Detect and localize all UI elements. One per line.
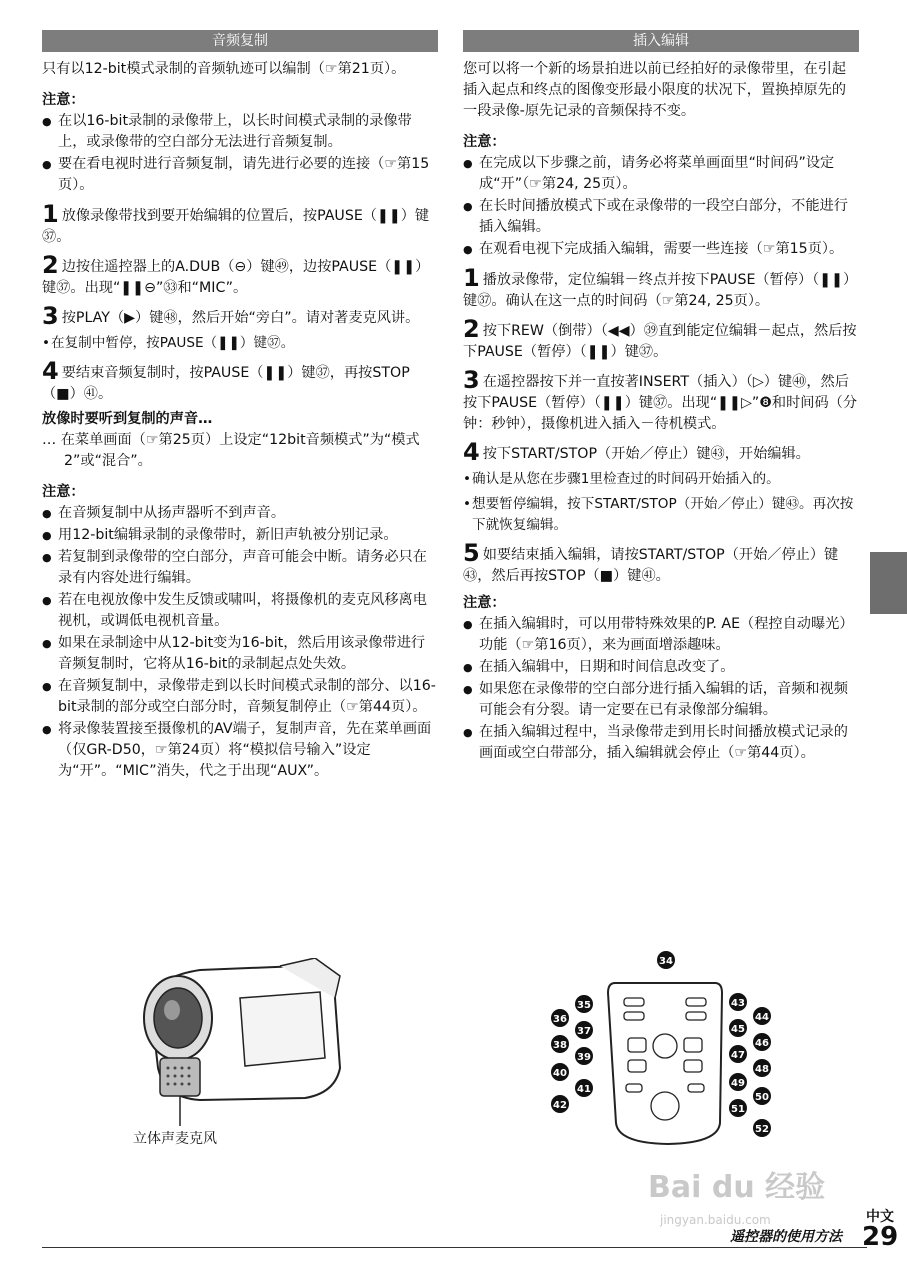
step-text: 如要结束插入编辑，请按START/STOP（开始／停止）键㊸，然后再按STOP（■）键㊶。 — [463, 547, 839, 584]
step-text: 按PLAY（▶）键㊽，然后开始“旁白”。请对著麦克风讲。 — [61, 310, 420, 326]
note-item: ● 在插入编辑过程中，当录像带走到用长时间播放模式记录的画面或空白带部分，插入编辑就会停止（☞第44页）。 — [463, 722, 859, 764]
callout-42-label: 42 — [553, 1100, 567, 1111]
callout-49-label: 49 — [731, 1078, 745, 1089]
step — [463, 264, 859, 312]
note-title: 注意： — [42, 484, 85, 500]
footer-divider — [42, 1247, 867, 1248]
step-number: 2 — [42, 251, 59, 279]
note-list — [42, 503, 438, 782]
footer-language: 中文 — [866, 1209, 894, 1225]
note-item: ● 将录像装置接至摄像机的AV端子，复制声音，先在菜单画面（仅GR-D50，☞第24页）将“模拟信号输入”设定为“开”。“MIC”消失，代之于出现“AUX”。 — [42, 719, 438, 782]
callout-40-label: 40 — [553, 1068, 567, 1079]
callout-36-label: 36 — [553, 1014, 567, 1025]
remote-control-illustration — [540, 948, 780, 1148]
page-number: 29 — [862, 1222, 899, 1252]
step — [463, 438, 859, 466]
step — [42, 302, 438, 330]
sub-text: … 在菜单画面（☞第25页）上设定“12bit音频模式”为“模式 2”或“混合”。 — [42, 432, 420, 469]
step-number: 1 — [42, 200, 59, 228]
note-item: ● 在以16-bit录制的录像带上，以长时间模式录制的录像带上，或录像带的空白部分无法进行音频复制。 — [42, 111, 438, 153]
note-item: ● 在长时间播放模式下或在录像带的一段空白部分，不能进行插入编辑。 — [463, 196, 859, 238]
right-column — [463, 30, 859, 772]
step-text: 边按住遥控器上的A.DUB（⊖）键㊾，边按PAUSE（❚❚）键㊲。出现“❚❚⊖”㉝和“MIC”。 — [42, 259, 430, 296]
callout-44-label: 44 — [755, 1012, 769, 1023]
note-item: ● 若复制到录像带的空白部分，声音可能会中断。请务必只在录有内容处进行编辑。 — [42, 547, 438, 589]
note-list — [42, 111, 438, 196]
step-number: 1 — [463, 264, 480, 292]
step — [463, 366, 859, 435]
callout-52-label: 52 — [755, 1124, 769, 1135]
note-item: ● 在完成以下步骤之前，请务必将菜单画面里“时间码”设定成“开”（☞第24, 25页）。 — [463, 153, 859, 195]
step-text: 按下REW（倒带）（◀◀）㊴直到能定位编辑－起点，然后按下PAUSE（暂停）（❚❚）键㊲。 — [463, 323, 857, 360]
note-item: ● 如果在录制途中从12-bit变为16-bit，然后用该录像带进行音频复制时，它将从16-bit的录制起点处失效。 — [42, 633, 438, 675]
step-number: 3 — [42, 302, 59, 330]
step — [42, 200, 438, 248]
camera-caption: 立体声麦克风 — [133, 1131, 217, 1147]
note-item: ● 用12-bit编辑录制的录像带时，新旧声轨被分别记录。 — [42, 525, 438, 546]
intro-text: 只有以12-bit模式录制的音频轨迹可以编制（☞第21页）。 — [42, 61, 406, 77]
note-title: 注意： — [463, 134, 506, 150]
callout-39-label: 39 — [577, 1052, 591, 1063]
callout-41-label: 41 — [577, 1084, 591, 1095]
note-item: ● 在观看电视下完成插入编辑，需要一些连接（☞第15页）。 — [463, 239, 859, 260]
callout-43-label: 43 — [731, 998, 745, 1009]
callout-50-label: 50 — [755, 1092, 769, 1103]
footer-section-title: 遥控器的使用方法 — [730, 1229, 842, 1245]
note-item: ● 在音频复制中从扬声器听不到声音。 — [42, 503, 438, 524]
step-subnote: • 确认是从您在步骤1里检查过的时间码开始插入的。 — [463, 469, 859, 490]
left-column — [42, 30, 438, 790]
step-text: 要结束音频复制时，按PAUSE（❚❚）键㊲，再按STOP（■）㊶。 — [42, 365, 410, 402]
note-item: ● 在插入编辑时，可以用带特殊效果的P. AE（程控自动曝光）功能（☞第16页），来为画面增添趣味。 — [463, 614, 859, 656]
step-subnote: • 在复制中暂停，按PAUSE（❚❚）键㊲。 — [42, 333, 438, 354]
step-number: 4 — [42, 357, 59, 385]
step — [42, 357, 438, 405]
step-text: 在遥控器按下并一直按著INSERT（插入）（▷）键㊵，然后按下PAUSE（暂停）（❚❚）键㊲。出现“❚❚▷”❽和时间码（分钟：秒钟），摄像机进入插入－待机模式。 — [463, 374, 858, 432]
note-item: ● 要在看电视时进行音频复制，请先进行必要的连接（☞第15页）。 — [42, 154, 438, 196]
callout-47-label: 47 — [731, 1050, 745, 1061]
callout-37-label: 37 — [577, 1026, 591, 1037]
step — [42, 251, 438, 299]
step-text: 播放录像带，定位编辑－终点并按下PAUSE（暂停）（❚❚）键㊲。确认在这一点的时间码（☞第24, 25页）。 — [463, 272, 858, 309]
note-item: ● 在音频复制中，录像带走到以长时间模式录制的部分、以16-bit录制的部分或空白部分时，音频复制停止（☞第44页）。 — [42, 676, 438, 718]
note-item: ● 如果您在录像带的空白部分进行插入编辑的话，音频和视频可能会有分裂。请一定要在已有录像部分编辑。 — [463, 679, 859, 721]
step-number: 4 — [463, 438, 480, 466]
camcorder-illustration — [130, 958, 360, 1128]
callout-38-label: 38 — [553, 1040, 567, 1051]
step-number: 5 — [463, 539, 480, 567]
note-item: ● 若在电视放像中发生反馈或啸叫，将摄像机的麦克风移离电视机，或调低电视机音量。 — [42, 590, 438, 632]
step — [463, 315, 859, 363]
section-header-audio-dub: 音频复制 — [42, 30, 438, 52]
note-item: ● 在插入编辑中，日期和时间信息改变了。 — [463, 657, 859, 678]
step — [463, 539, 859, 587]
sub-heading: 放像时要听到复制的声音… — [42, 411, 213, 427]
callout-46-label: 46 — [755, 1038, 769, 1049]
intro-text: 您可以将一个新的场景拍进以前已经拍好的录像带里，在引起插入起点和终点的图像变形最小限度的状况下，置换掉原先的一段录像-原先记录的音频保持不变。 — [463, 61, 847, 119]
note-list — [463, 614, 859, 764]
watermark-url: jingyan.baidu.com — [660, 1213, 771, 1227]
section-header-insert-edit: 插入编辑 — [463, 30, 859, 52]
callout-51-label: 51 — [731, 1104, 745, 1115]
step-text: 按下START/STOP（开始／停止）键㊸，开始编辑。 — [482, 446, 810, 462]
step-subnote: • 想要暂停编辑，按下START/STOP（开始／停止）键㊸。再次按下就恢复编辑。 — [463, 494, 859, 536]
step-number: 3 — [463, 366, 480, 394]
step-number: 2 — [463, 315, 480, 343]
note-title: 注意： — [463, 595, 506, 611]
callout-35-label: 35 — [577, 1000, 591, 1011]
callout-48-label: 48 — [755, 1064, 769, 1075]
note-list — [463, 153, 859, 260]
watermark-logo: Bai du 经验 — [648, 1170, 826, 1205]
callout-45-label: 45 — [731, 1024, 745, 1035]
callout-34-label: 34 — [659, 956, 673, 967]
step-text: 放像录像带找到要开始编辑的位置后，按PAUSE（❚❚）键㊲。 — [42, 208, 430, 245]
section-tab-marker — [870, 552, 907, 614]
note-title: 注意： — [42, 92, 85, 108]
